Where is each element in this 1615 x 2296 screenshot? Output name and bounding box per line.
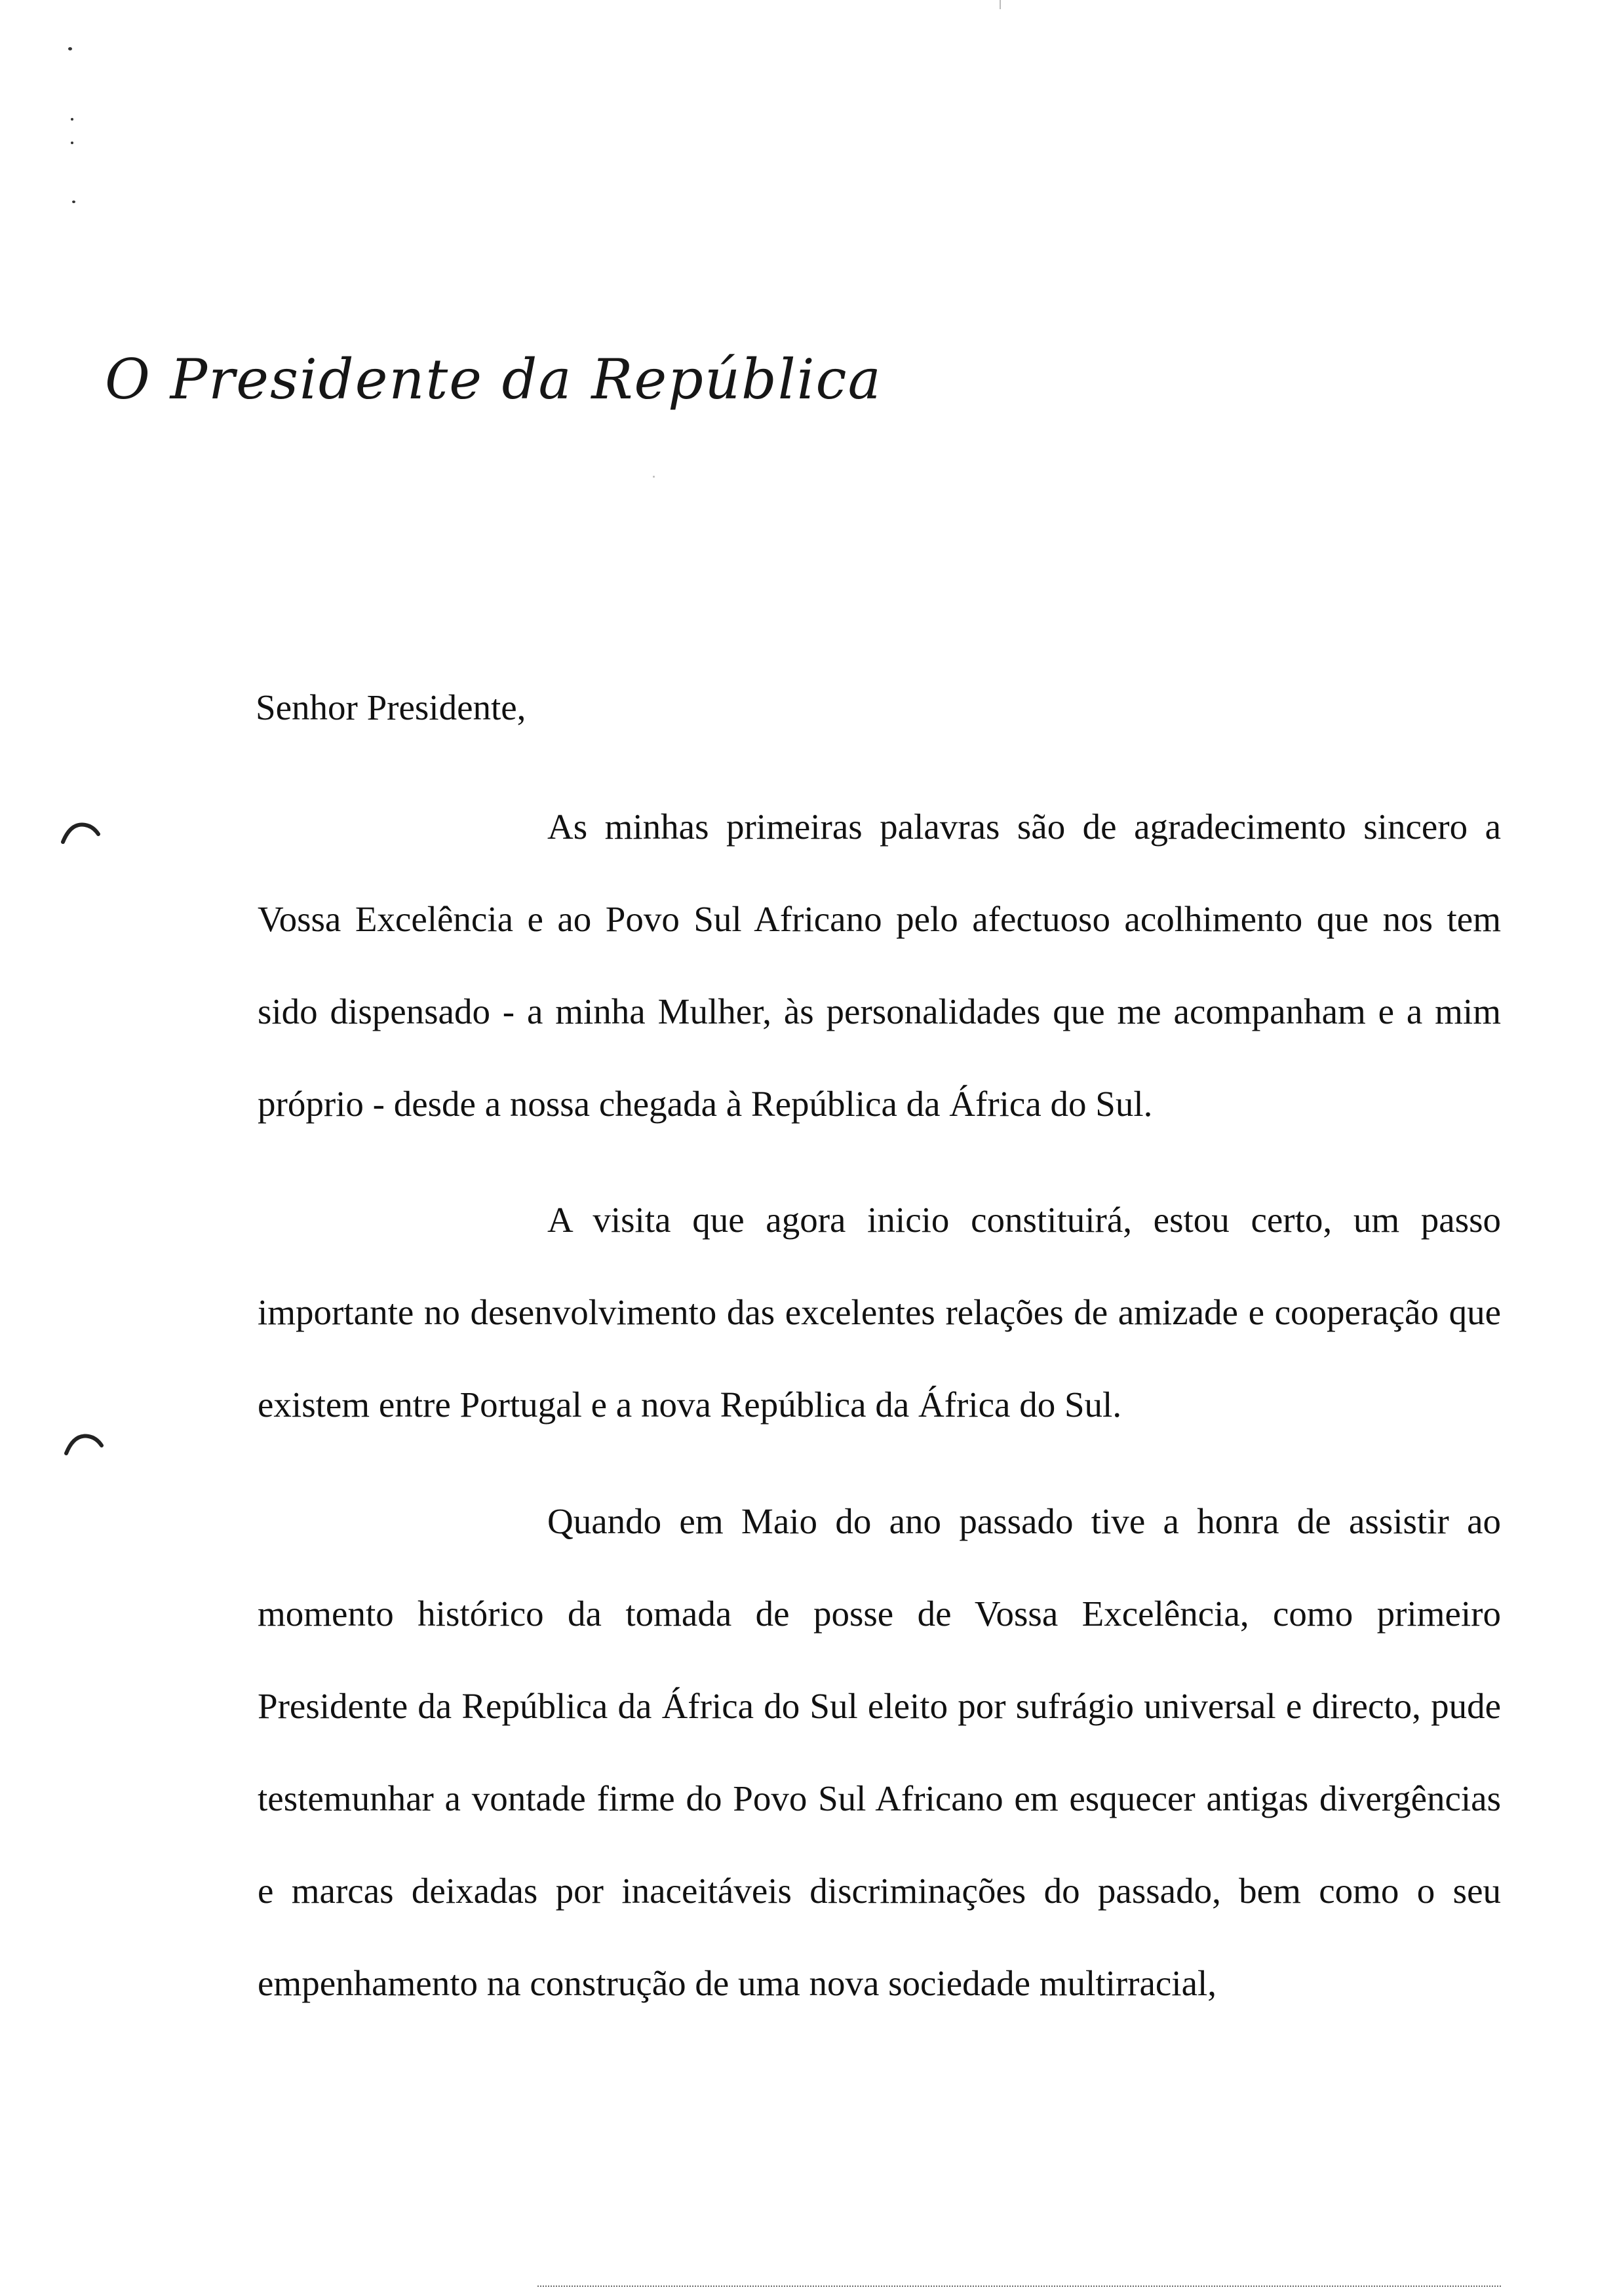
scan-speck xyxy=(71,118,73,121)
salutation: Senhor Presidente, xyxy=(256,687,526,727)
scan-mark xyxy=(1000,0,1001,9)
scan-speck xyxy=(72,201,75,203)
punch-hole-mark-icon xyxy=(59,816,105,849)
body-paragraph: Quando em Maio do ano passado tive a honra de assistir ao momento histórico da tomada de posse de Vossa Excelência, como primeiro Presidente da República da África do Sul eleito por sufrágio universal e directo, pude testemunhar a vontade firme do Povo Sul Africano em esquecer antigas divergências e marcas deixadas por inaceitáveis discriminações do passado, bem como o seu empenhamento na construção de uma nova sociedade multirracial, xyxy=(258,1501,1501,2003)
punch-hole-mark-icon xyxy=(62,1427,108,1460)
body-paragraph: As minhas primeiras palavras são de agradecimento sincero a Vossa Excelência e ao Povo Sul Africano pelo afectuoso acolhimento que nos tem sido dispensado - a minha Mulher, às personalidades que me acompanham e a mim próprio - desde a nossa chegada à República da África do Sul. xyxy=(258,807,1501,1124)
scan-speck xyxy=(71,142,73,144)
body-paragraph: A visita que agora inicio constituirá, estou certo, um passo importante no desenvolvimento das excelentes relações de amizade e cooperação que existem entre Portugal e a nova República da África do Sul. xyxy=(258,1200,1501,1425)
scan-speck xyxy=(68,47,72,50)
letterhead-title: O Presidente da República xyxy=(105,347,882,411)
bottom-page-edge-line xyxy=(537,2286,1501,2287)
scan-speck xyxy=(653,476,655,478)
